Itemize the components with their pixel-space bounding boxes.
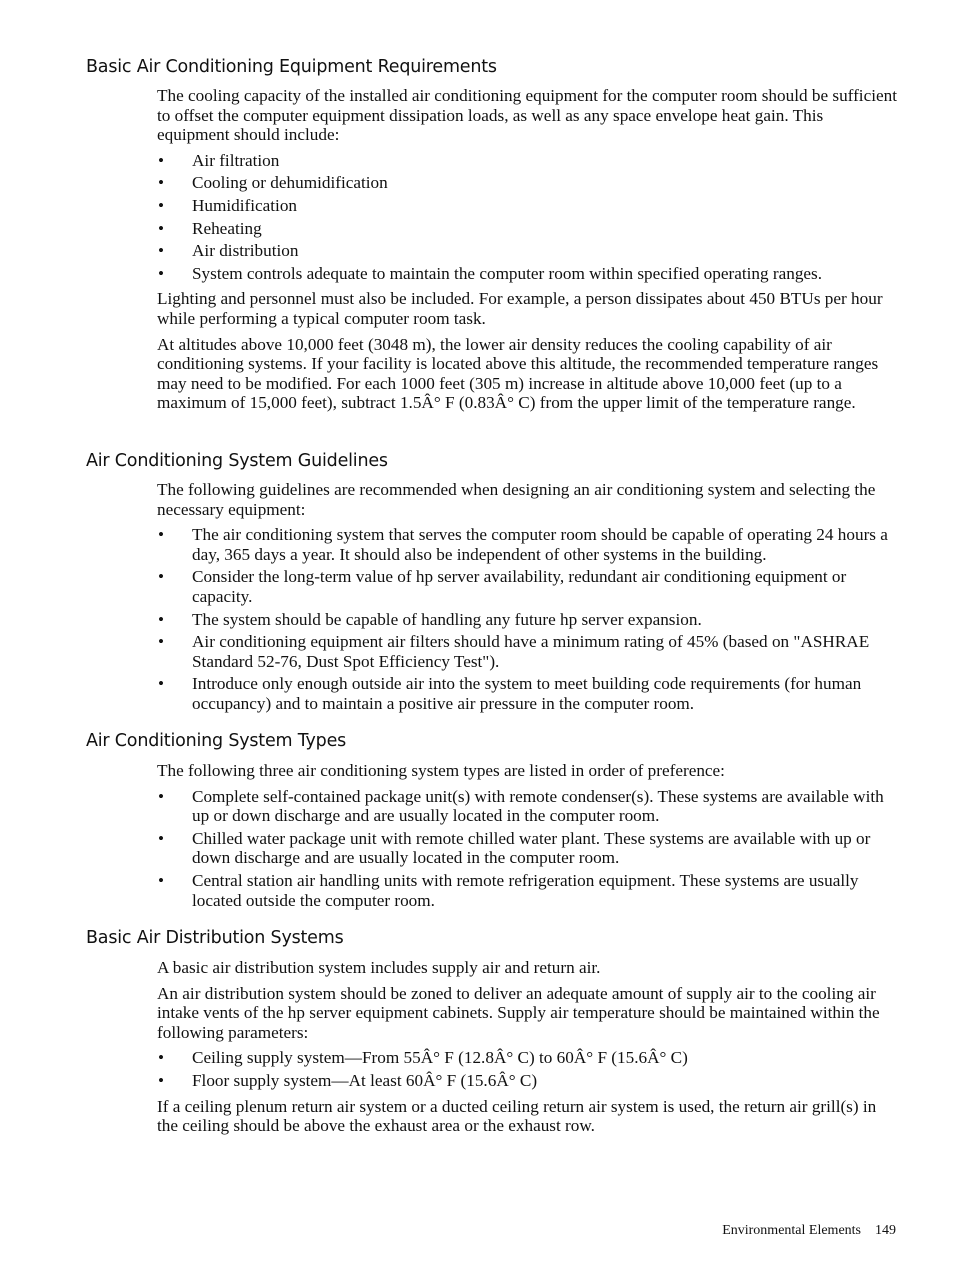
- section-body: [157, 761, 899, 910]
- list-item: • Reheating: [157, 219, 899, 239]
- paragraph: The following guidelines are recommended when designing an air conditioning system and selecting the necessary equipment:: [157, 480, 876, 519]
- list-item: • Chilled water package unit with remote chilled water plant. These systems are available with up or down discharge and are usually located in the computer room.: [157, 829, 899, 868]
- list-item: • Cooling or dehumidification: [157, 173, 899, 193]
- list-item: • The system should be capable of handling any future hp server expansion.: [157, 610, 899, 630]
- list-item: • Central station air handling units with remote refrigeration equipment. These systems are usually located outside the computer room.: [157, 871, 899, 910]
- paragraph: If a ceiling plenum return air system or a ducted ceiling return air system is used, the return air grill(s) in the ceiling should be above the exhaust area or the exhaust row.: [157, 1096, 877, 1136]
- list-item: • Ceiling supply system—From 55Â° F (12.8Â° C) to 60Â° F (15.6Â° C): [157, 1048, 899, 1068]
- list-item: • Air conditioning equipment air filters should have a minimum rating of 45% (based on "ASHRAE Standard 52-76, Dust Spot Efficiency Test").: [157, 632, 899, 671]
- section-heading: Basic Air Conditioning Equipment Requirements: [86, 57, 497, 77]
- section-heading: Air Conditioning System Types: [86, 731, 347, 751]
- section-body: [157, 480, 899, 714]
- list-item: • Floor supply system—At least 60Â° F (15.6Â° C): [157, 1071, 899, 1091]
- list-item: • System controls adequate to maintain the computer room within specified operating ranges.: [157, 264, 899, 284]
- paragraph: A basic air distribution system includes supply air and return air.: [157, 958, 601, 977]
- paragraph: Lighting and personnel must also be included. For example, a person dissipates about 450 BTUs per hour while performing a typical computer room task.: [157, 289, 883, 328]
- paragraph: At altitudes above 10,000 feet (3048 m), the lower air density reduces the cooling capability of air conditioning systems. If your facility is located above this altitude, the recommended temperature ranges may need to be modified. For each 1000 feet (305 m) increase in altitude above 10,000 feet (up to a maximum of 15,000 feet), subtract 1.5Â° F (0.83Â° C) from the upper limit of the temperature range.: [157, 334, 879, 413]
- list-item: • Introduce only enough outside air into the system to meet building code requirements (for human occupancy) and to maintain a positive air pressure in the computer room.: [157, 674, 899, 713]
- paragraph: An air distribution system should be zoned to deliver an adequate amount of supply air to the cooling air intake vents of the hp server equipment cabinets. Supply air temperature should be maintained within the following parameters:: [157, 983, 880, 1042]
- list-item: • Air filtration: [157, 151, 899, 171]
- page-footer: [722, 1222, 896, 1240]
- list-item: • Humidification: [157, 196, 899, 216]
- paragraph: The following three air conditioning system types are listed in order of preference:: [157, 761, 725, 780]
- page-number: 149: [875, 1223, 896, 1238]
- list-item: • Consider the long-term value of hp server availability, redundant air conditioning equipment or capacity.: [157, 567, 899, 606]
- bullet-list: [157, 151, 899, 284]
- section-body: [157, 958, 899, 1136]
- list-item: • Complete self-contained package unit(s) with remote condenser(s). These systems are available with up or down discharge and are usually located in the computer room.: [157, 787, 899, 826]
- list-item: • Air distribution: [157, 241, 899, 261]
- footer-title: Environmental Elements: [722, 1223, 861, 1238]
- section-heading: Air Conditioning System Guidelines: [86, 451, 388, 471]
- bullet-list: [157, 787, 899, 911]
- bullet-list: [157, 525, 899, 713]
- section-body: [157, 86, 899, 413]
- list-item: • The air conditioning system that serves the computer room should be capable of operating 24 hours a day, 365 days a year. It should also be independent of other systems in the building.: [157, 525, 899, 564]
- bullet-list: [157, 1048, 899, 1090]
- section-heading: Basic Air Distribution Systems: [86, 928, 344, 948]
- paragraph: The cooling capacity of the installed air conditioning equipment for the computer room should be sufficient to offset the computer equipment dissipation loads, as well as any space envelope heat gain. This equipment should include:: [157, 86, 897, 145]
